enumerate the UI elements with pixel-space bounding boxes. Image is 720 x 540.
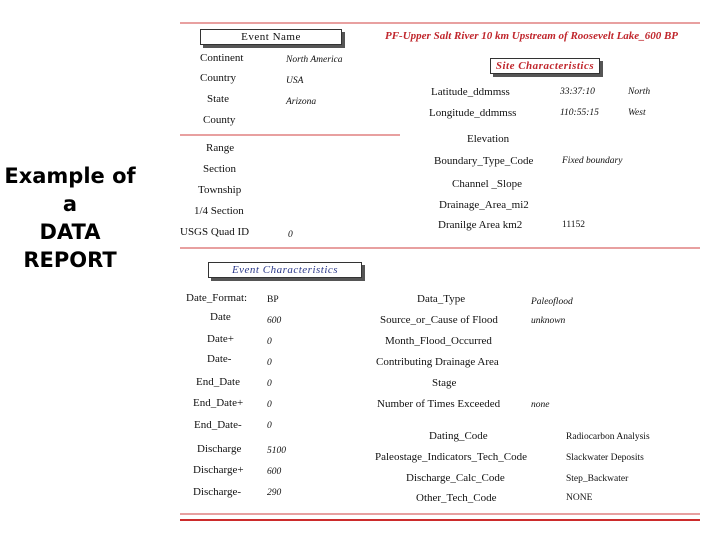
boundary-type-label: Boundary_Type_Code	[434, 155, 534, 167]
event-name-label: Event Name	[241, 31, 301, 43]
discharge-calc-label: Discharge_Calc_Code	[406, 472, 505, 484]
discharge-value: 5100	[267, 446, 286, 456]
usgs-quad-id-value: 0	[288, 230, 293, 240]
paleostage-value: Slackwater Deposits	[566, 453, 644, 463]
month-flood-label: Month_Flood_Occurred	[385, 335, 492, 347]
latitude-direction: North	[628, 87, 651, 97]
date-minus-value: 0	[267, 358, 272, 368]
location-divider	[180, 134, 400, 136]
drainage-area-km2-label: Dranilge Area km2	[438, 219, 523, 231]
slide-title-line-2: a	[62, 192, 78, 216]
discharge-calc-value: Step_Backwater	[566, 474, 629, 484]
contributing-drainage-label: Contributing Drainage Area	[376, 356, 499, 368]
end-date-minus-value: 0	[267, 421, 272, 431]
state-label: State	[207, 93, 229, 105]
slide-title-line-1: Example of	[4, 164, 136, 188]
channel-slope-label: Channel _Slope	[452, 178, 522, 190]
date-label: Date	[210, 311, 231, 323]
source-cause-value: unknown	[531, 316, 566, 326]
slide-title-line-4: REPORT	[23, 248, 117, 272]
site-characteristics-label: Site Characteristics	[495, 60, 595, 72]
range-label: Range	[206, 142, 235, 154]
bottom-divider-2	[180, 519, 700, 521]
end-date-value: 0	[267, 379, 272, 389]
discharge-plus-value: 600	[267, 467, 282, 477]
dating-code-value: Radiocarbon Analysis	[566, 432, 650, 442]
country-label: Country	[200, 72, 237, 84]
discharge-label: Discharge	[197, 443, 242, 455]
continent-value: North America	[286, 55, 343, 65]
country-value: USA	[286, 76, 304, 86]
event-characteristics-label: Event Characteristics	[231, 264, 339, 276]
state-value: Arizona	[286, 97, 317, 107]
longitude-direction: West	[628, 108, 646, 118]
boundary-type-value: Fixed boundary	[562, 156, 623, 166]
date-plus-label: Date+	[207, 333, 234, 345]
section-label: Section	[203, 163, 236, 175]
times-exceeded-value: none	[531, 400, 550, 410]
data-type-label: Data_Type	[417, 293, 466, 305]
top-divider	[180, 22, 700, 24]
paleostage-label: Paleostage_Indicators_Tech_Code	[375, 451, 527, 463]
longitude-value: 110:55:15	[560, 108, 599, 118]
other-tech-label: Other_Tech_Code	[416, 492, 497, 504]
date-minus-label: Date-	[207, 353, 232, 365]
usgs-quad-id-label: USGS Quad ID	[180, 226, 250, 238]
site-characteristics-box	[490, 58, 600, 74]
end-date-minus-label: End_Date-	[194, 419, 242, 431]
other-tech-value: NONE	[566, 493, 593, 503]
date-plus-value: 0	[267, 337, 272, 347]
times-exceeded-label: Number of Times Exceeded	[377, 398, 501, 410]
drainage-area-mi2-label: Drainage_Area_mi2	[439, 199, 529, 211]
slide-title-line-3: DATA	[39, 220, 101, 244]
latitude-value: 33:37:10	[560, 87, 595, 97]
data-type-value: Paleoflood	[531, 297, 573, 307]
event-name-value: PF-Upper Salt River 10 km Upstream of Roosevelt Lake_600 BP	[385, 30, 678, 42]
county-label: County	[203, 114, 236, 126]
event-name-box	[200, 29, 342, 45]
date-format-label: Date_Format:	[186, 292, 248, 304]
discharge-minus-label: Discharge-	[193, 486, 242, 498]
drainage-area-km2-value: 11152	[562, 220, 586, 230]
latitude-label: Latitude_ddmmss	[431, 86, 510, 98]
source-cause-label: Source_or_Cause of Flood	[380, 314, 498, 326]
end-date-label: End_Date	[196, 376, 240, 388]
slide-title	[0, 162, 140, 274]
quarter-section-label: 1/4 Section	[194, 205, 244, 217]
event-divider	[180, 247, 700, 249]
discharge-plus-label: Discharge+	[193, 464, 244, 476]
elevation-label: Elevation	[467, 133, 510, 145]
date-value: 600	[267, 316, 282, 326]
stage-label: Stage	[432, 377, 457, 389]
date-format-value: BP	[267, 295, 279, 305]
longitude-label: Longitude_ddmmss	[429, 107, 517, 119]
end-date-plus-value: 0	[267, 400, 272, 410]
event-characteristics-box	[208, 262, 362, 278]
dating-code-label: Dating_Code	[429, 430, 488, 442]
discharge-minus-value: 290	[267, 488, 282, 498]
bottom-divider-1	[180, 513, 700, 515]
end-date-plus-label: End_Date+	[193, 397, 244, 409]
township-label: Township	[198, 184, 242, 196]
continent-label: Continent	[200, 52, 244, 64]
